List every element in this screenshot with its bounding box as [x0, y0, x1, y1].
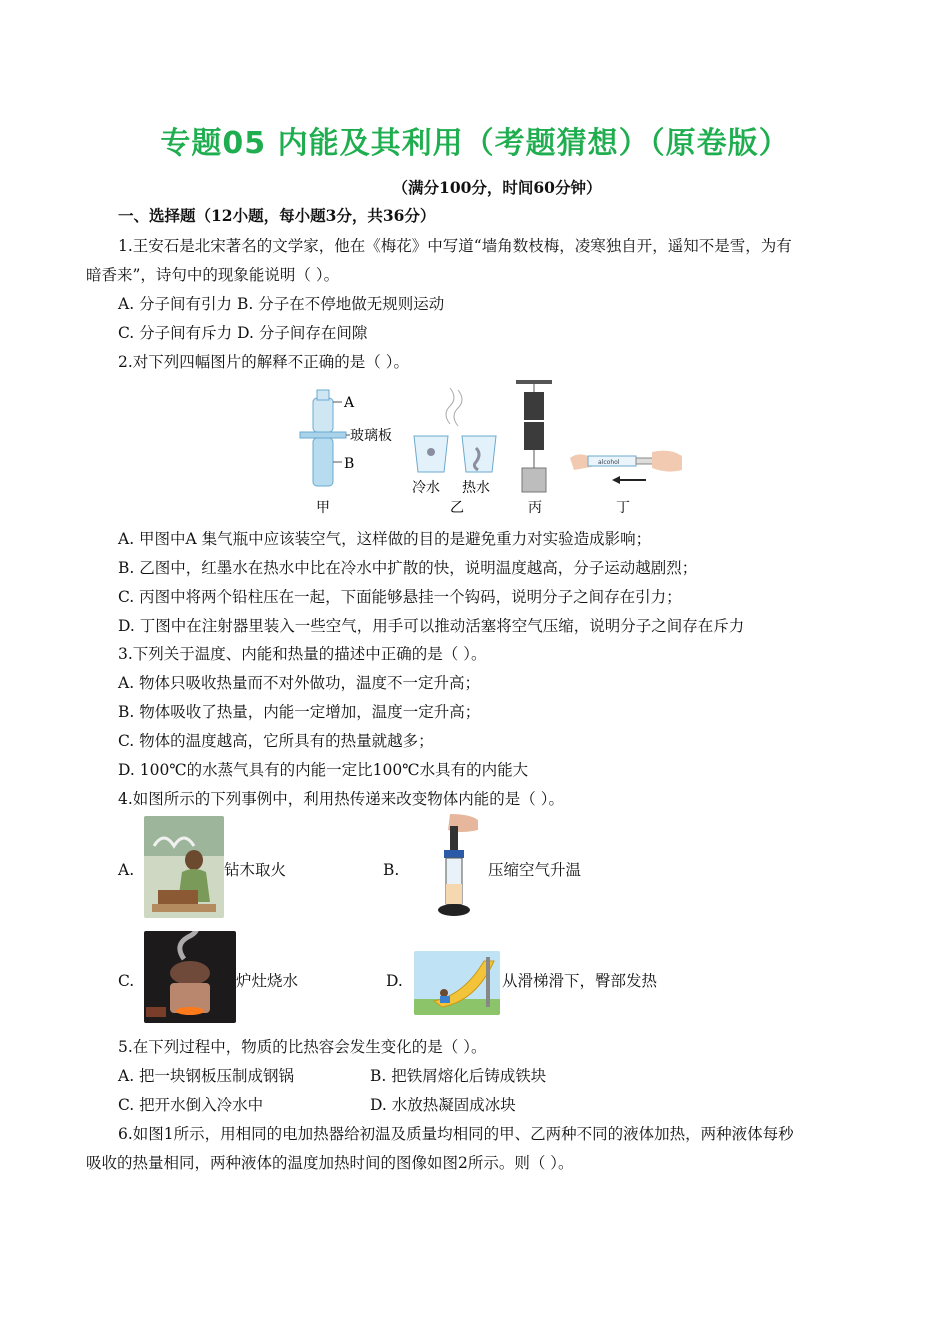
q4-stem: 4.如图所示的下列事例中，利用热传递来改变物体内能的是（ ）。 [118, 790, 564, 808]
q4-option-a-text: 钻木取火 [224, 861, 287, 879]
drilling-wood-fire-image [144, 816, 224, 918]
q6-stem-line1: 6.如图1所示，用相同的电加热器给初温及质量均相同的甲、乙两种不同的液体加热，两种液体每秒 [118, 1125, 794, 1143]
syringe-label: alcohol [598, 459, 620, 466]
q3-option-c: C. 物体的温度越高，它所具有的热量就越多； [118, 732, 434, 750]
compress-air-cylinder-image [410, 814, 480, 920]
slide-image [414, 951, 500, 1015]
q5-option-c: C. 把开水倒入冷水中 [118, 1096, 264, 1114]
stove-boiling-water-image [144, 931, 236, 1023]
q2-option-c: C. 丙图中将两个铅柱压在一起，下面能够悬挂一个钩码，说明分子之间存在引力； [118, 588, 682, 606]
q4-option-b-letter: B. [383, 861, 400, 879]
q4-option-a-letter: A. [118, 861, 135, 879]
q6-stem-line2: 吸收的热量相同，两种液体的温度加热时间的图像如图2所示。则（ ）。 [86, 1154, 574, 1172]
q2-option-b: B. 乙图中，红墨水在热水中比在冷水中扩散的快，说明温度越高，分子运动越剧烈； [118, 559, 698, 577]
q1-stem-line1: 1.王安石是北宋著名的文学家，他在《梅花》中写道“墙角数枝梅，凌寒独自开，遥知不是雪，为有 [118, 237, 792, 255]
q4-option-d-text: 从滑梯滑下，臀部发热 [502, 972, 658, 990]
q2-figure [290, 376, 690, 518]
section-heading: 一、选择题（12小题，每小题3分，共36分） [118, 206, 436, 225]
page-subtitle: （满分100分，时间60分钟） [392, 178, 602, 197]
q3-option-d: D. 100℃的水蒸气具有的内能一定比100℃水具有的内能大 [118, 761, 529, 779]
q1-options-cd: C. 分子间有斥力 D. 分子间存在间隙 [118, 324, 368, 342]
label-hot-water: 热水 [462, 480, 490, 496]
q3-option-b: B. 物体吸收了热量，内能一定增加，温度一定升高； [118, 703, 481, 721]
q4-option-b-text: 压缩空气升温 [488, 861, 582, 879]
label-glass-plate: 玻璃板 [350, 428, 392, 444]
label-bing: 丙 [528, 500, 542, 516]
q2-option-d: D. 丁图中在注射器里装入一些空气，用手可以推动活塞将空气压缩，说明分子之间存在斥力 [118, 617, 745, 635]
label-jia: 甲 [316, 500, 330, 516]
label-ding: 丁 [616, 500, 630, 516]
q3-option-a: A. 物体只吸收热量而不对外做功，温度不一定升高； [118, 674, 481, 692]
q4-option-c-letter: C. [118, 972, 135, 990]
gas-bottles-figure [300, 390, 350, 486]
page-title: 专题05 内能及其利用（考题猜想）（原卷版） [160, 126, 790, 161]
q4-option-d-letter: D. [386, 972, 403, 990]
syringe-figure [570, 451, 682, 484]
q1-options-ab: A. 分子间有引力 B. 分子在不停地做无规则运动 [118, 295, 445, 313]
lead-cylinders-figure [516, 380, 552, 492]
q5-stem: 5.在下列过程中，物质的比热容会发生变化的是（ ）。 [118, 1038, 487, 1056]
q1-stem-line2: 暗香来”，诗句中的现象能说明（ ）。 [86, 266, 340, 284]
q5-option-a: A. 把一块钢板压制成钢锅 [118, 1067, 295, 1085]
q4-option-c-text: 炉灶烧水 [236, 972, 299, 990]
label-a: A [344, 395, 355, 411]
beakers-figure [414, 388, 496, 472]
label-cold-water: 冷水 [412, 480, 440, 496]
q5-option-b: B. 把铁屑熔化后铸成铁块 [370, 1067, 547, 1085]
q3-stem: 3.下列关于温度、内能和热量的描述中正确的是（ ）。 [118, 645, 487, 663]
q5-option-d: D. 水放热凝固成冰块 [370, 1096, 516, 1114]
q2-stem: 2.对下列四幅图片的解释不正确的是（ ）。 [118, 353, 409, 371]
label-yi: 乙 [450, 500, 464, 516]
q2-option-a: A. 甲图中A 集气瓶中应该装空气，这样做的目的是避免重力对实验造成影响； [118, 530, 652, 548]
label-b: B [344, 456, 355, 472]
